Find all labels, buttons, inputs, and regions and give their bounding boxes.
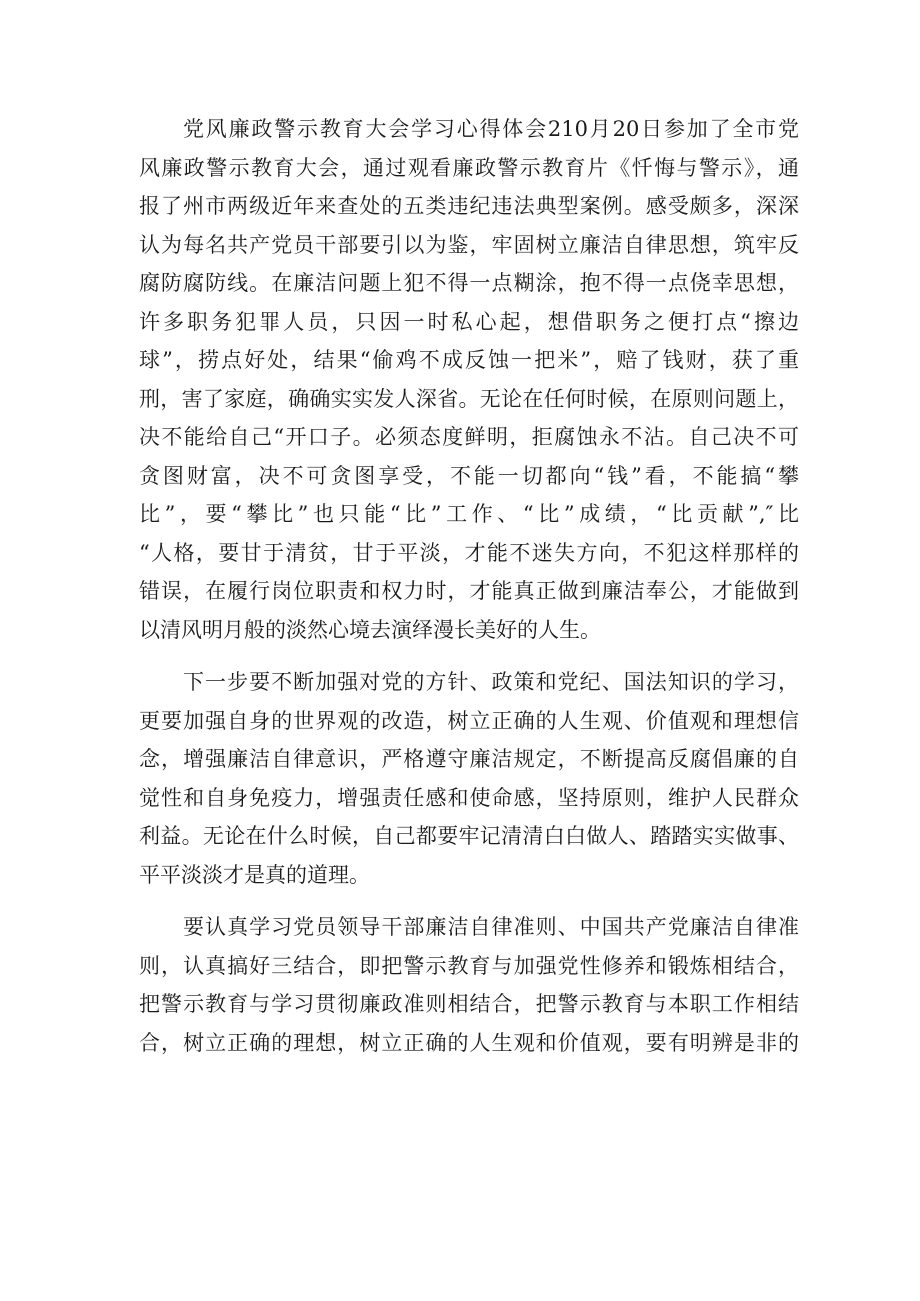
text-line: 报了州市两级近年来查处的五类违纪违法典型案例。感受颇多，深深 <box>139 194 799 218</box>
paragraph-2 <box>139 663 799 894</box>
paragraph-1 <box>139 110 799 649</box>
text-line: 觉性和自身免疫力，增强责任感和使命感，坚持原则，维护人民群众 <box>139 785 799 810</box>
text-line: 球”，捞点好处，结果“偷鸡不成反蚀一把米”，赔了钱财，获了重 <box>139 348 799 372</box>
text-line: 认为每名共产党员干部要引以为鉴，牢固树立廉洁自律思想，筑牢反 <box>139 232 799 257</box>
text-line: 把警示教育与学习贯彻廉政准则相结合，把警示教育与本职工作相结 <box>139 992 799 1016</box>
text-line: 平平淡淡才是真的道理。 <box>139 862 370 887</box>
text-line: 腐防腐防线。在廉洁问题上犯不得一点糊涂，抱不得一点侥幸思想， <box>139 271 799 295</box>
text-line: 贪图财富，决不可贪图享受，不能一切都向“钱”看，不能搞“攀 <box>139 463 799 488</box>
text-line: 决不能给自己“开口子。必须态度鲜明，拒腐蚀永不沾。自己决不可 <box>139 425 799 449</box>
text-line: 刑，害了家庭，确确实实发人深省。无论在任何时候，在原则问题上， <box>139 386 799 411</box>
text-line: 下一步要不断加强对党的方针、政策和党纪、国法知识的学习， <box>183 670 799 694</box>
paragraph-3 <box>139 908 799 1062</box>
text-line: 风廉政警示教育大会，通过观看廉政警示教育片《忏悔与警示》，通 <box>139 155 799 180</box>
text-line: 错误，在履行岗位职责和权力时，才能真正做到廉洁奉公，才能做到 <box>139 579 799 603</box>
text-line: 利益。无论在什么时候，自己都要牢记清清白白做人、踏踏实实做事、 <box>139 824 799 848</box>
text-line: 许多职务犯罪人员，只因一时私心起，想借职务之便打点“擦边 <box>139 309 799 334</box>
text-line: 则，认真搞好三结合，即把警示教育与加强党性修养和锻炼相结合， <box>139 953 799 978</box>
text-line: 念，增强廉洁自律意识，严格遵守廉洁规定，不断提高反腐倡廉的自 <box>139 747 799 771</box>
text-line: 比”，要“攀比”也只能“比”工作、“比”成绩，“比贡献”,″比 <box>139 502 799 526</box>
text-line: 合，树立正确的理想，树立正确的人生观和价值观，要有明辨是非的 <box>139 1030 799 1055</box>
text-line: 更要加强自身的世界观的改造，树立正确的人生观、价值观和理想信 <box>139 708 799 733</box>
text-line: “人格，要甘于清贫，甘于平淡，才能不迷失方向，不犯这样那样的 <box>139 540 799 565</box>
text-line: 以清风明月般的淡然心境去演绎漫长美好的人生。 <box>139 617 601 642</box>
document-body <box>139 110 799 1062</box>
text-line: 党风廉政警示教育大会学习心得体会210月20日参加了全市党 <box>183 117 799 141</box>
text-line: 要认真学习党员领导干部廉洁自律准则、中国共产党廉洁自律准 <box>183 915 799 939</box>
